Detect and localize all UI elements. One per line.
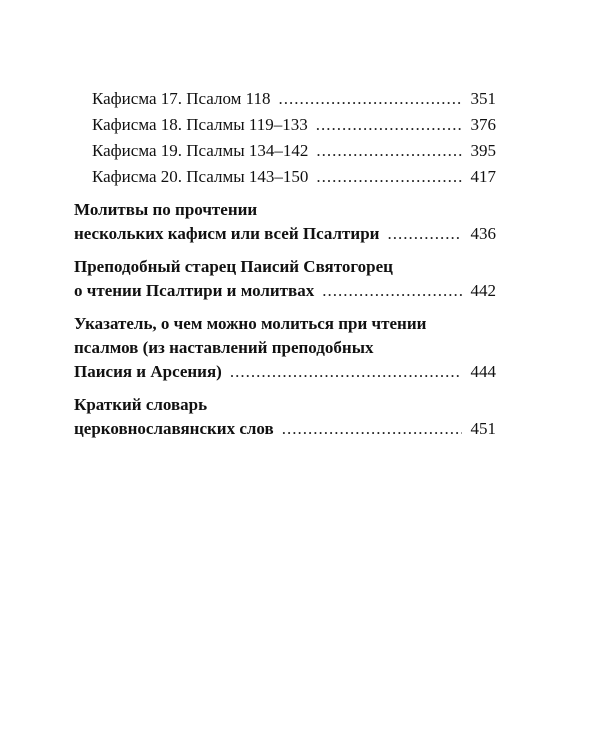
toc-entry-title: Кафисма 19. Псалмы 134–142 <box>92 141 309 160</box>
toc-entry-title-line: Преподобный старец Паисий Святогорец <box>74 257 393 276</box>
toc-entry-title-line: нескольких кафисм или всей Псалтири <box>74 224 380 243</box>
dot-leader <box>316 138 462 164</box>
toc-page-number: 442 <box>470 281 496 300</box>
toc-entry-kathisma-18[interactable] <box>74 112 496 138</box>
toc-entry-paisios[interactable] <box>74 255 496 303</box>
toc-page-number: 436 <box>470 224 496 243</box>
toc-entry-title: Кафисма 17. Псалом 118 <box>92 89 271 108</box>
dot-leader <box>279 86 462 112</box>
dot-leader <box>322 279 462 303</box>
toc-entry-title-line: Краткий словарь <box>74 395 208 414</box>
toc-entry-dictionary[interactable] <box>74 393 496 441</box>
toc-entry-kathisma-19[interactable] <box>74 138 496 164</box>
toc-entry-kathisma-17[interactable] <box>74 86 496 112</box>
toc-entry-title-line: церковнославянских слов <box>74 419 274 438</box>
toc-page-number: 395 <box>470 141 496 160</box>
toc-entry-title-line: псалмов (из наставлений преподобных <box>74 338 374 357</box>
toc-entry-title: Кафисма 18. Псалмы 119–133 <box>92 115 308 134</box>
toc-page-number: 417 <box>470 167 496 186</box>
table-of-contents <box>74 86 496 441</box>
toc-entry-title: Кафисма 20. Псалмы 143–150 <box>92 167 309 186</box>
toc-entry-index[interactable] <box>74 312 496 384</box>
dot-leader <box>387 222 462 246</box>
toc-page-number: 451 <box>470 419 496 438</box>
toc-entry-title-line: Паисия и Арсения) <box>74 362 222 381</box>
toc-page-number: 376 <box>470 115 496 134</box>
dot-leader <box>316 112 462 138</box>
dot-leader <box>282 417 462 441</box>
toc-entry-kathisma-20[interactable] <box>74 164 496 190</box>
dot-leader <box>316 164 462 190</box>
toc-entry-title-line: о чтении Псалтири и молитвах <box>74 281 315 300</box>
toc-page-number: 444 <box>470 362 496 381</box>
toc-entry-title-line: Указатель, о чем можно молиться при чтении <box>74 314 427 333</box>
toc-entry-prayers[interactable] <box>74 198 496 246</box>
toc-page-number: 351 <box>470 89 496 108</box>
dot-leader <box>230 360 462 384</box>
toc-entry-title-line: Молитвы по прочтении <box>74 200 258 219</box>
